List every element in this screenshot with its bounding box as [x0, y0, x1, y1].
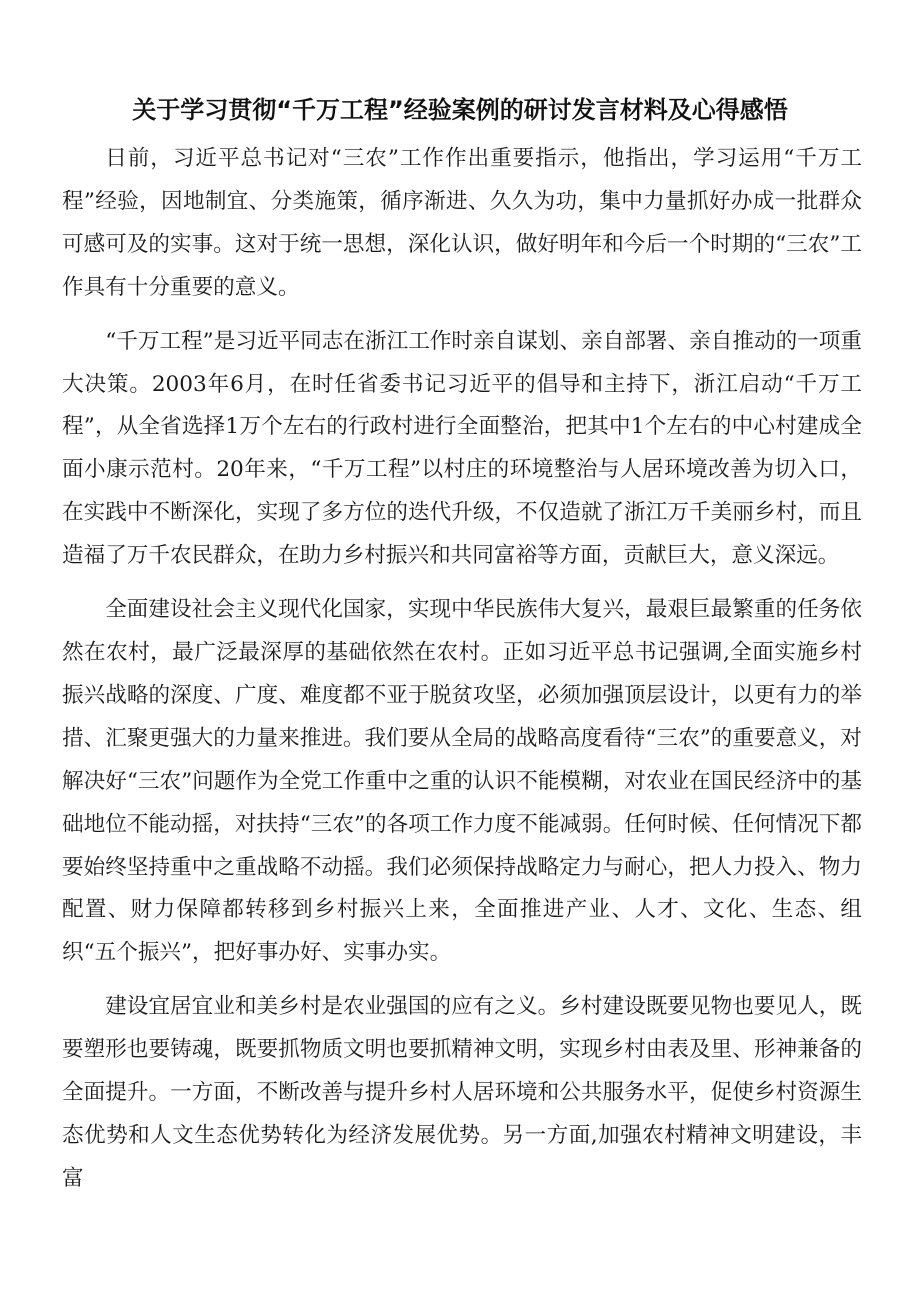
document-body: [62, 138, 862, 1201]
paragraph-3: 全面建设社会主义现代化国家，实现中华民族伟大复兴，最艰巨最繁重的任务依然在农村，最广泛最深厚的基础依然在农村。正如习近平总书记强调,全面实施乡村振兴战略的深度、广度、难度都不亚于脱贫攻坚，必须加强顶层设计，以更有力的举措、汇聚更强大的力量来推进。我们要从全局的战略高度看待“三农”的重要意义，对解决好“三农”问题作为全党工作重中之重的认识不能模糊，对农业在国民经济中的基础地位不能动摇，对扶持“三农”的各项工作力度不能减弱。任何时候、任何情况下都要始终坚持重中之重战略不动摇。我们必须保持战略定力与耐心，把人力投入、物力配置、财力保障都转移到乡村振兴上来，全面推进产业、人才、文化、生态、组织“五个振兴”，把好事办好、实事办实。: [62, 597, 862, 966]
paragraph-2: “千万工程”是习近平同志在浙江工作时亲自谋划、亲自部署、亲自推动的一项重大决策。2003年6月，在时任省委书记习近平的倡导和主持下，浙江启动“千万工程”，从全省选择1万个左右的行政村进行全面整治，把其中1个左右的中心村建成全面小康示范村。20年来，“千万工程”以村庄的环境整治与人居环境改善为切入口，在实践中不断深化，实现了多方位的迭代升级，不仅造就了浙江万千美丽乡村，而且造福了万千农民群众，在助力乡村振兴和共同富裕等方面，贡献巨大，意义深远。: [62, 328, 862, 569]
paragraph-1: 日前，习近平总书记对“三农”工作作出重要指示，他指出，学习运用“千万工程”经验，因地制宜、分类施策，循序渐进、久久为功，集中力量抓好办成一批群众可感可及的实事。这对于统一思想，深化认识，做好明年和今后一个时期的“三农”工作具有十分重要的意义。: [62, 146, 862, 300]
document-title: 关于学习贯彻“千万工程”经验案例的研讨发言材料及心得感悟: [132, 96, 788, 124]
paragraph-4: 建设宜居宜业和美乡村是农业强国的应有之义。乡村建设既要见物也要见人，既要塑形也要铸魂，既要抓物质文明也要抓精神文明，实现乡村由表及里、形神兼备的全面提升。一方面，不断改善与提升乡村人居环境和公共服务水平，促使乡村资源生态优势和人文生态优势转化为经济发展优势。另一方面,加强农村精神文明建设，丰富: [62, 994, 862, 1191]
